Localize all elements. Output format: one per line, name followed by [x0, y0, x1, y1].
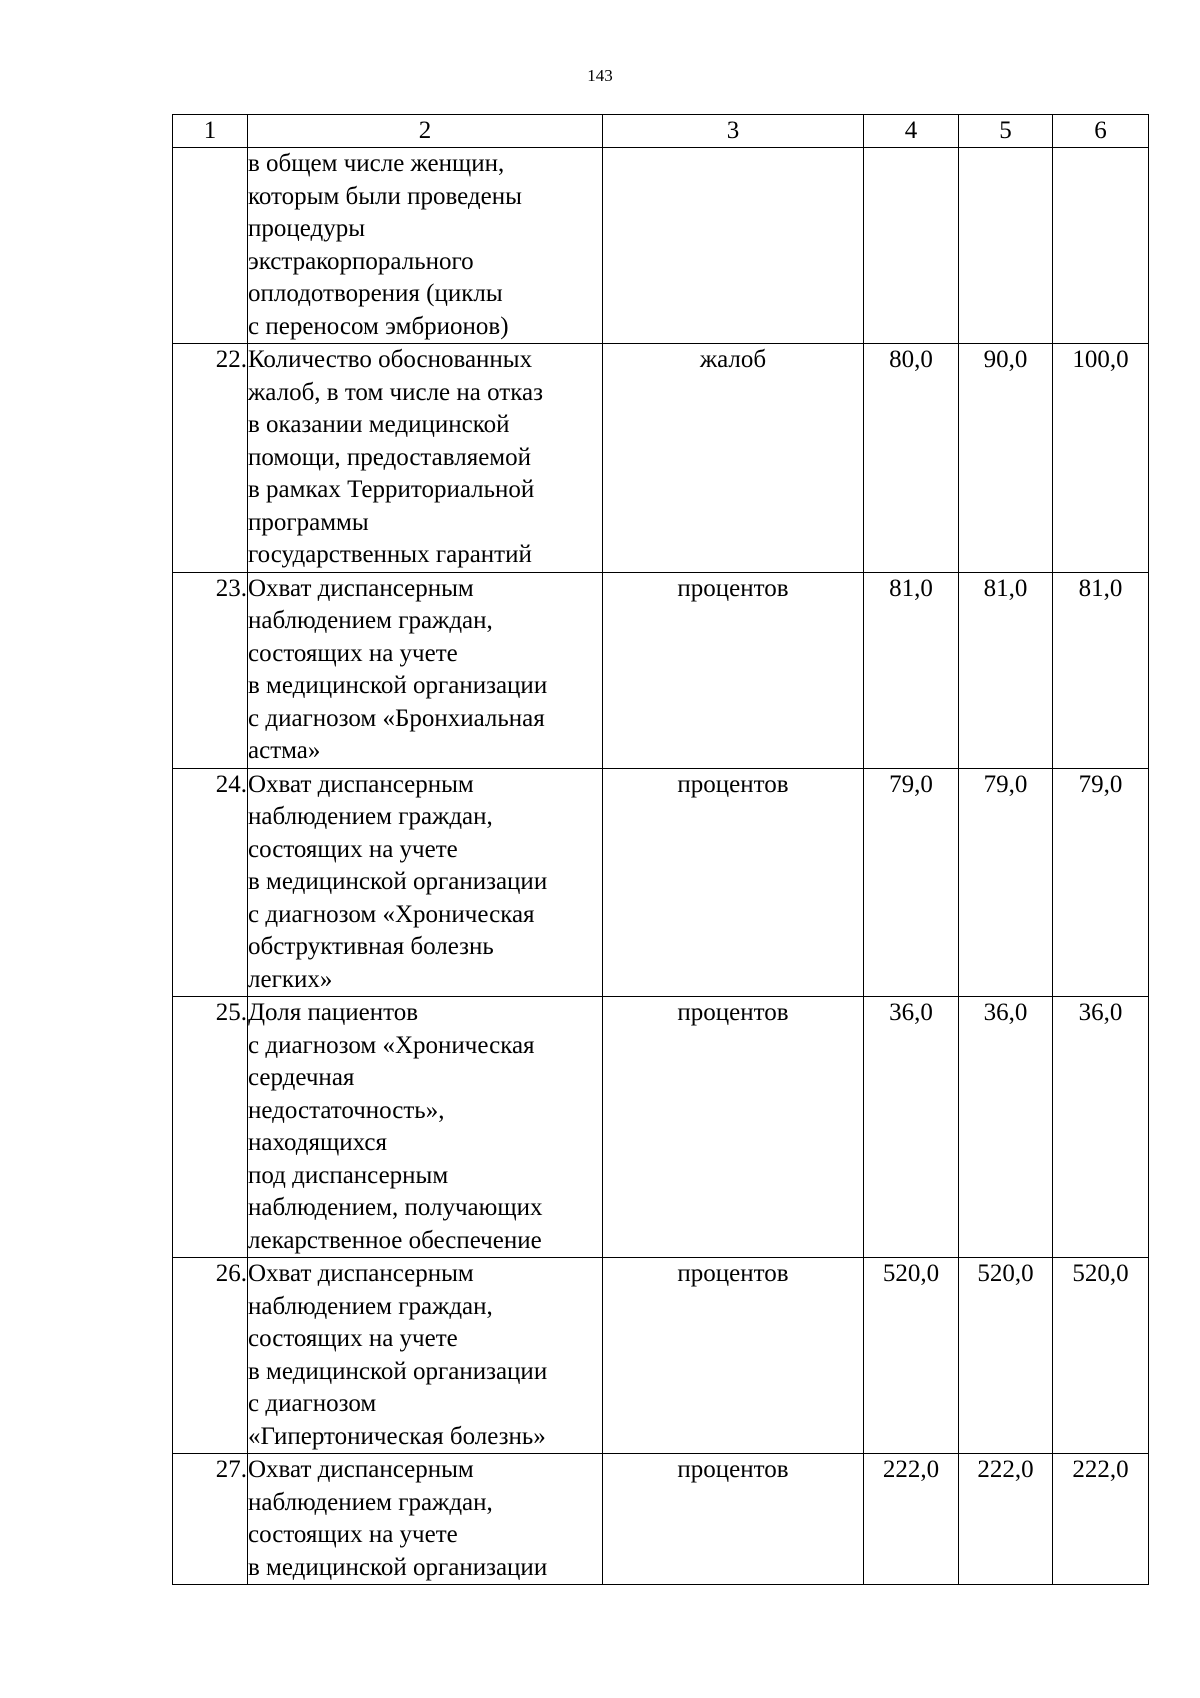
value-col-5: [959, 148, 1053, 344]
indicators-table: [172, 114, 1149, 1585]
page-number: 143: [587, 66, 613, 85]
value-col-4: [864, 148, 959, 344]
indicator-description: в общем числе женщин, которым были проведены процедуры экстракорпорального оплодотворения (циклы с переносом эмбрионов): [248, 148, 603, 344]
header-cell-4: 4: [864, 115, 959, 148]
value-col-4: 222,0: [864, 1454, 959, 1585]
header-row: [173, 115, 1149, 148]
value-col-5: 79,0: [959, 768, 1053, 997]
value-col-4: 520,0: [864, 1258, 959, 1454]
value-col-4: 81,0: [864, 572, 959, 768]
row-number: 22.: [173, 344, 248, 573]
indicator-description: Количество обоснованных жалоб, в том числе на отказ в оказании медицинской помощи, предоставляемой в рамках Территориальной программы государственных гарантий: [248, 344, 603, 573]
table-row: [173, 148, 1149, 344]
value-col-6: 36,0: [1053, 997, 1149, 1258]
value-col-6: 100,0: [1053, 344, 1149, 573]
value-col-5: 81,0: [959, 572, 1053, 768]
unit-of-measure: процентов: [603, 1258, 864, 1454]
row-number: 25.: [173, 997, 248, 1258]
value-col-5: 36,0: [959, 997, 1053, 1258]
unit-of-measure: жалоб: [603, 344, 864, 573]
table-row: [173, 768, 1149, 997]
value-col-4: 79,0: [864, 768, 959, 997]
value-col-4: 36,0: [864, 997, 959, 1258]
unit-of-measure: процентов: [603, 768, 864, 997]
table-row: [173, 1454, 1149, 1585]
header-cell-3: 3: [603, 115, 864, 148]
row-number: 24.: [173, 768, 248, 997]
value-col-6: 222,0: [1053, 1454, 1149, 1585]
header-cell-2: 2: [248, 115, 603, 148]
value-col-6: 79,0: [1053, 768, 1149, 997]
header-cell-5: 5: [959, 115, 1053, 148]
unit-of-measure: [603, 148, 864, 344]
header-cell-6: 6: [1053, 115, 1149, 148]
table-row: [173, 997, 1149, 1258]
unit-of-measure: процентов: [603, 1454, 864, 1585]
value-col-5: 90,0: [959, 344, 1053, 573]
unit-of-measure: процентов: [603, 997, 864, 1258]
row-number: [173, 148, 248, 344]
value-col-4: 80,0: [864, 344, 959, 573]
table-row: [173, 344, 1149, 573]
value-col-6: 520,0: [1053, 1258, 1149, 1454]
row-number: 23.: [173, 572, 248, 768]
value-col-5: 222,0: [959, 1454, 1053, 1585]
row-number: 27.: [173, 1454, 248, 1585]
indicator-description: Охват диспансерным наблюдением граждан, состоящих на учете в медицинской организации с диагнозом «Гипертоническая болезнь»: [248, 1258, 603, 1454]
unit-of-measure: процентов: [603, 572, 864, 768]
value-col-6: 81,0: [1053, 572, 1149, 768]
indicator-description: Охват диспансерным наблюдением граждан, состоящих на учете в медицинской организации с диагнозом «Хроническая обструктивная болезнь легких»: [248, 768, 603, 997]
indicator-description: Охват диспансерным наблюдением граждан, состоящих на учете в медицинской организации с диагнозом «Бронхиальная астма»: [248, 572, 603, 768]
value-col-5: 520,0: [959, 1258, 1053, 1454]
value-col-6: [1053, 148, 1149, 344]
table-row: [173, 1258, 1149, 1454]
table-row: [173, 572, 1149, 768]
indicator-description: Доля пациентов с диагнозом «Хроническая сердечная недостаточность», находящихся под диспансерным наблюдением, получающих лекарственное обеспечение: [248, 997, 603, 1258]
header-cell-1: 1: [173, 115, 248, 148]
row-number: 26.: [173, 1258, 248, 1454]
indicator-description: Охват диспансерным наблюдением граждан, состоящих на учете в медицинской организации: [248, 1454, 603, 1585]
